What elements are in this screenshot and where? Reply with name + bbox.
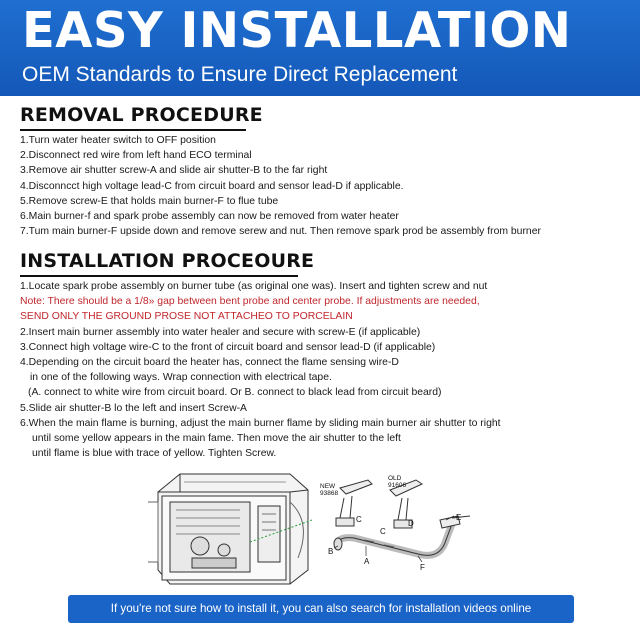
installation-step: 1.Locate spark probe assembly on burner tube (as original one was). Insert and tighten screw and nut bbox=[20, 281, 488, 292]
label-e: E bbox=[456, 513, 462, 522]
new-label: NEW bbox=[320, 483, 336, 490]
installation-step: 4.Depending on the circuit board the heater has, connect the flame sensing wire-D bbox=[20, 357, 399, 369]
installation-note-warning: SEND ONLY THE GROUND PROSE NOT ATTACHEO TO PORCELAIN bbox=[20, 311, 353, 323]
removal-steps-list bbox=[20, 133, 625, 239]
label-a: A bbox=[364, 557, 370, 566]
banner-subtitle: OEM Standards to Ensure Direct Replacement bbox=[22, 63, 458, 86]
installation-steps-list bbox=[20, 279, 625, 461]
new-part-number: 93868 bbox=[320, 490, 339, 497]
removal-step: 5.Remove screw-E that holds main burner-F to flue tube bbox=[20, 195, 279, 207]
installation-title-text: INSTALLATION PROCEOURE bbox=[20, 250, 315, 272]
footer-text: If you're not sure how to install it, you can also search for installation videos online bbox=[110, 602, 532, 616]
label-d: D bbox=[408, 519, 414, 528]
footer-banner bbox=[68, 595, 574, 623]
installation-title-underline bbox=[20, 275, 298, 277]
removal-step: 4.Disconncct high voltage lead-C from circuit board and sensor lead-D if applicable. bbox=[20, 180, 404, 192]
burner-detail-illustration bbox=[334, 480, 470, 555]
label-b: B bbox=[328, 547, 334, 556]
label-c-old: C bbox=[380, 527, 386, 536]
label-f: F bbox=[420, 563, 425, 572]
header-banner bbox=[0, 0, 640, 96]
installation-diagram-svg bbox=[140, 462, 500, 590]
installation-step-continued: until flame is blue with trace of yellow. Tighten Screw. bbox=[32, 448, 277, 460]
installation-step-continued: until some yellow appears in the main fame. Then move the air shutter to the left bbox=[32, 433, 401, 445]
installation-note: Note: There should be a 1/8» gap between bent probe and center probe. If adjustments are needed, bbox=[20, 296, 480, 308]
installation-step: 5.Slide air shutter-B lo the left and insert Screw-A bbox=[20, 402, 247, 414]
removal-step: 2.Disconnect red wire from left hand ECO terminal bbox=[20, 150, 252, 162]
banner-title: EASY INSTALLATION bbox=[22, 2, 572, 59]
installation-step-continued: (A. connect to white wire from circuit board. Or B. connect to black lead from circuit beard) bbox=[28, 387, 442, 399]
installation-step: 3.Connect high voltage wire-C to the front of circuit board and sensor lead-D (if applicable) bbox=[20, 341, 436, 353]
old-part-number: 91606 bbox=[388, 482, 407, 489]
label-c: C bbox=[356, 515, 362, 524]
removal-procedure-title bbox=[20, 106, 263, 125]
installation-procedure-title bbox=[20, 252, 314, 271]
water-heater-illustration bbox=[148, 474, 308, 584]
removal-title-text: REMOVAL PROCEDURE bbox=[20, 104, 263, 126]
removal-step: 6.Main burner-f and spark probe assembly can now be removed from water heater bbox=[20, 211, 399, 223]
installation-step: 2.Insert main burner assembly into water healer and secure with screw-E (if applicable) bbox=[20, 326, 421, 338]
removal-title-underline bbox=[20, 129, 246, 131]
installation-step-continued: in one of the following ways. Wrap connection with electrical tape. bbox=[30, 372, 332, 384]
removal-step: 7.Tum main burner-F upside down and remove serew and nut. Then remove spark prod be assembly from burner bbox=[20, 226, 541, 238]
old-label: OLD bbox=[388, 475, 402, 482]
installation-step: 6.When the main flame is burning, adjust the main burner flame by sliding main burner air shutter to right bbox=[20, 417, 501, 429]
removal-step: 3.Remove air shutter screw-A and slide air shutter-B to the far right bbox=[20, 165, 328, 177]
removal-step: 1.Turn water heater switch to OFF position bbox=[20, 135, 216, 146]
installation-diagram bbox=[140, 462, 500, 590]
